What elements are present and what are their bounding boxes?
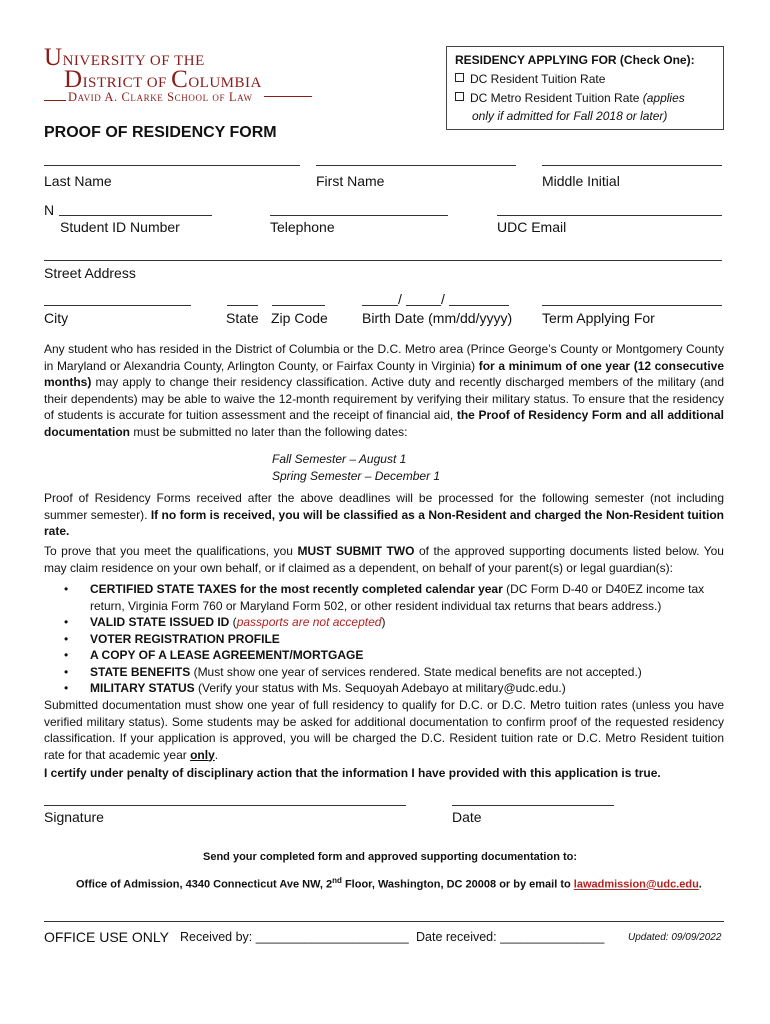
n-prefix: N [44,202,55,218]
birth-slash-1: / [398,291,402,307]
student-id-field[interactable] [59,215,212,216]
checkbox-dc-resident[interactable] [455,73,464,82]
logo-rule-right [264,96,312,97]
date-label: Date [452,809,482,825]
street-address-field[interactable] [44,260,722,261]
telephone-label: Telephone [270,219,335,235]
zip-field[interactable] [272,305,325,306]
certification-statement: I certify under penalty of disciplinary action that the information I have provided with this application is true. [44,766,661,780]
office-use-label: OFFICE USE ONLY [44,929,169,945]
middle-initial-field[interactable] [542,165,722,166]
updated-date: Updated: 09/09/2022 [628,932,722,943]
signature-field[interactable] [44,805,406,806]
middle-initial-label: Middle Initial [542,173,620,189]
first-name-field[interactable] [316,165,516,166]
udc-email-field[interactable] [497,215,722,216]
office-address: Office of Admission, 4340 Connecticut Ave NW, 2nd Floor, Washington, DC 20008 or by email to lawadmission@udc.edu. [76,876,702,891]
fall-deadline: Fall Semester – August 1 [272,452,407,466]
date-field[interactable] [452,805,614,806]
logo-rule-left [44,100,66,101]
checkbox-dc-metro[interactable] [455,92,464,101]
documentation-paragraph: Submitted documentation must show one year of full residency to qualify for D.C. or D.C. Metro tuition rates (unless you have verified military status). Some students may be asked for additional documentation to confirm proof of the requested residency classification. If your application is approved, you will be charged the D.C. Resident tuition rate or D.C. Metro Resident tuition rate for that academic year only. [44,698,724,762]
logo-district: DISTRICT OF COLUMBIA [64,66,262,93]
option-dc-resident[interactable]: DC Resident Tuition Rate [455,72,605,86]
birth-day-field[interactable] [406,305,441,306]
late-form-paragraph: Proof of Residency Forms received after the above deadlines will be processed for the following semester (not including summer semester). If no form is received, you will be classified as a Non-Resident and charged the Non-Resident tuition rate. [44,491,725,538]
udc-email-label: UDC Email [497,219,567,235]
received-by: Received by: ______________________ [180,930,409,944]
document-item-lease: • A COPY OF A LEASE AGREEMENT/MORTGAGE [62,647,722,664]
document-item-taxes: • CERTIFIED STATE TAXES for the most recently completed calendar year (DC Form D-40 or D40EZ income tax return, Virginia Form 760 or Maryland Form 502, or other resident individual tax returns that bears address.) [62,581,722,614]
signature-label: Signature [44,809,104,825]
spring-deadline: Spring Semester – December 1 [272,469,441,483]
birth-year-field[interactable] [449,305,509,306]
birth-month-field[interactable] [362,305,398,306]
birth-slash-2: / [441,291,445,307]
eligibility-paragraph: Any student who has resided in the District of Columbia or the D.C. Metro area (Prince George’s County or Montgomery County in Maryland or Alexandria County, Arlington County, or Fairfax County in Virginia) for a minimum of one year (12 consecutive months) may apply to change their residency classification. Active duty and recently discharged members of the military (and their dependents) may be able to waive the 12-month requirement by verifying their military status. To ensure that the residency of students is accurate for tuition assessment and the receipt of financial aid, the Proof of Residency Form and all additional documentation must be submitted no later than the following dates: [44,342,724,439]
street-address-label: Street Address [44,265,136,281]
student-id-label: Student ID Number [60,219,180,235]
email-link[interactable]: lawadmission@udc.edu [573,878,699,891]
document-item-benefits: • STATE BENEFITS (Must show one year of services rendered. State medical benefits are not accepted.) [62,664,722,681]
residency-title: RESIDENCY APPLYING FOR (Check One): [455,53,695,67]
last-name-field[interactable] [44,165,300,166]
qualification-paragraph: To prove that you meet the qualifications, you MUST SUBMIT TWO of the approved supporting documents listed below. You may claim residence on your own behalf, or if claimed as a dependent, on behalf of your parent(s) or legal guardian(s): [44,544,724,575]
document-item-military: • MILITARY STATUS (Verify your status with Ms. Sequoyah Adebayo at military@udc.edu.) [62,680,722,697]
city-field[interactable] [44,305,191,306]
document-item-state-id: • VALID STATE ISSUED ID (passports are not accepted) [62,614,722,631]
telephone-field[interactable] [270,215,448,216]
send-instructions: Send your completed form and approved supporting documentation to: [203,851,578,863]
birth-date-label: Birth Date (mm/dd/yyyy) [362,310,513,326]
office-use-divider [44,921,724,922]
date-received: Date received: _______________ [416,930,605,944]
last-name-label: Last Name [44,173,112,189]
option-dc-metro-note: only if admitted for Fall 2018 or later) [472,109,668,123]
option-dc-metro[interactable]: DC Metro Resident Tuition Rate (applies [455,91,685,105]
logo-school: David A. Clarke School of Law [68,90,253,104]
documents-list [62,581,722,697]
zip-label: Zip Code [271,310,328,326]
logo-university: UNIVERSITY OF THE [44,44,205,71]
state-field[interactable] [227,305,258,306]
term-label: Term Applying For [542,310,655,326]
document-item-voter: • VOTER REGISTRATION PROFILE [62,631,722,648]
first-name-label: First Name [316,173,385,189]
form-title: PROOF OF RESIDENCY FORM [44,124,277,141]
state-label: State [226,310,259,326]
city-label: City [44,310,69,326]
term-field[interactable] [542,305,722,306]
